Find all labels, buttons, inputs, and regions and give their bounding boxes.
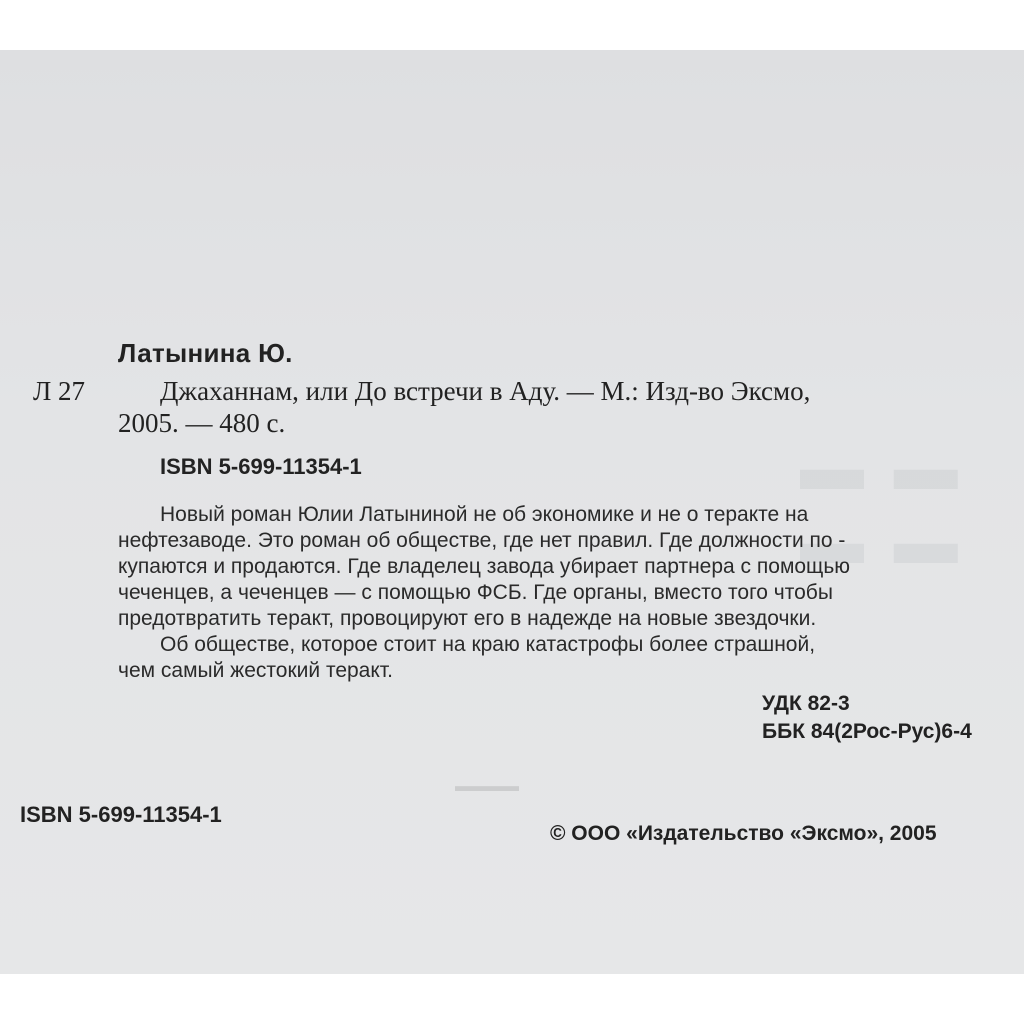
bbk-code: ББК 84(2Рос-Рус)6-4	[762, 720, 972, 743]
copyright-notice: © ООО «Издательство «Эксмо», 2005	[550, 822, 937, 845]
annotation-line: купаются и продаются. Где владелец завода убирает партнера с помощью	[118, 555, 851, 578]
title-line-2: 2005. — 480 с.	[118, 408, 286, 438]
annotation-line: нефтезаводе. Это роман об обществе, где нет правил. Где должности по -	[118, 529, 846, 552]
title-line-1: Джаханнам, или До встречи в Аду. — М.: Изд-во Эксмо,	[160, 376, 811, 406]
annotation-line: Новый роман Юлии Латыниной не об экономике и не о теракте на	[160, 503, 809, 526]
library-code: Л 27	[33, 376, 86, 406]
annotation-line: Об обществе, которое стоит на краю катастрофы более страшной,	[160, 633, 816, 656]
bleed-through-shadow: ▬ ▬ ▬ ▬	[800, 431, 964, 577]
isbn-main: ISBN 5-699-11354-1	[160, 454, 362, 479]
annotation-line: чем самый жестокий теракт.	[118, 659, 393, 682]
udk-code: УДК 82-3	[762, 692, 850, 715]
bleed-through-shadow-lower: ▬▬▬▬	[455, 778, 519, 795]
isbn-bottom: ISBN 5-699-11354-1	[20, 802, 222, 827]
annotation-line: предотвратить теракт, провоцируют его в надежде на новые звездочки.	[118, 607, 817, 630]
annotation-line: чеченцев, а чеченцев — с помощью ФСБ. Где органы, вместо того чтобы	[118, 581, 833, 604]
author-name: Латынина Ю.	[118, 338, 293, 368]
